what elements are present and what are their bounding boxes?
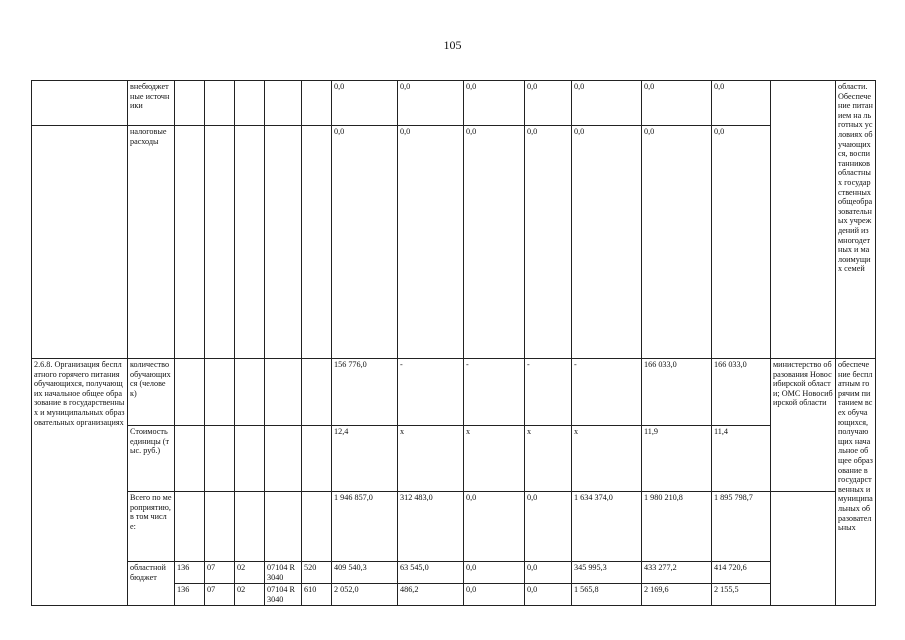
- value-cell: 0,0: [464, 492, 525, 562]
- value-cell: x: [398, 426, 464, 492]
- pr-cell: 02: [235, 584, 265, 606]
- result-cell: обеспечение бесплатным горячим питанием всех обучающихся, получающих начальное общее образование в государственных и муниципальных образовательных: [836, 359, 876, 606]
- value-cell: 0,0: [464, 562, 525, 584]
- value-cell: 1 980 210,8: [642, 492, 712, 562]
- value-cell: 0,0: [712, 126, 771, 359]
- source-cell: количество обучающихся (человек): [128, 359, 175, 426]
- value-cell: 11,9: [642, 426, 712, 492]
- value-cell: 0,0: [525, 562, 572, 584]
- source-cell: Стоимость единицы (тыс. руб.): [128, 426, 175, 492]
- value-cell: 0,0: [464, 126, 525, 359]
- value-cell: 166 033,0: [642, 359, 712, 426]
- value-cell: 1 946 857,0: [332, 492, 398, 562]
- value-cell: 0,0: [525, 126, 572, 359]
- value-cell: 0,0: [642, 126, 712, 359]
- value-cell: 1 634 374,0: [572, 492, 642, 562]
- value-cell: 0,0: [398, 126, 464, 359]
- value-cell: 486,2: [398, 584, 464, 606]
- table-row: [32, 359, 876, 426]
- source-cell: внебюджетные источники: [128, 81, 175, 126]
- rz-cell: 07: [205, 562, 235, 584]
- value-cell: 2 169,6: [642, 584, 712, 606]
- value-cell: -: [464, 359, 525, 426]
- value-cell: 0,0: [572, 81, 642, 126]
- value-cell: 0,0: [332, 81, 398, 126]
- value-cell: 345 995,3: [572, 562, 642, 584]
- value-cell: x: [525, 426, 572, 492]
- value-cell: 12,4: [332, 426, 398, 492]
- value-cell: 409 540,3: [332, 562, 398, 584]
- value-cell: x: [572, 426, 642, 492]
- table-row: [32, 562, 876, 584]
- value-cell: 312 483,0: [398, 492, 464, 562]
- value-cell: 0,0: [572, 126, 642, 359]
- csr-cell: 07104 R3040: [265, 584, 302, 606]
- source-cell: областной бюджет: [128, 562, 175, 606]
- budget-table: [31, 80, 876, 606]
- table-row: [32, 492, 876, 562]
- value-cell: 166 033,0: [712, 359, 771, 426]
- measure-cell-top: [32, 81, 128, 126]
- value-cell: 1 895 798,7: [712, 492, 771, 562]
- value-cell: x: [464, 426, 525, 492]
- value-cell: 1 565,8: [572, 584, 642, 606]
- source-cell: налоговые расходы: [128, 126, 175, 359]
- vr-cell: 520: [302, 562, 332, 584]
- value-cell: 0,0: [712, 81, 771, 126]
- value-cell: 414 720,6: [712, 562, 771, 584]
- value-cell: 0,0: [398, 81, 464, 126]
- value-cell: 63 545,0: [398, 562, 464, 584]
- value-cell: 0,0: [332, 126, 398, 359]
- grbs-cell: 136: [175, 562, 205, 584]
- table-row: [32, 126, 876, 359]
- grbs-cell: 136: [175, 584, 205, 606]
- executor-cell: министерство образования Новосибирской области; ОМС Новосибирской области: [771, 359, 836, 492]
- value-cell: 11,4: [712, 426, 771, 492]
- value-cell: 0,0: [464, 81, 525, 126]
- value-cell: -: [398, 359, 464, 426]
- value-cell: 0,0: [464, 584, 525, 606]
- value-cell: 2 052,0: [332, 584, 398, 606]
- executor-cell-bottom: [771, 492, 836, 606]
- value-cell: -: [572, 359, 642, 426]
- value-cell: -: [525, 359, 572, 426]
- pr-cell: 02: [235, 562, 265, 584]
- source-cell: Всего по мероприятию, в том числе:: [128, 492, 175, 562]
- value-cell: 433 277,2: [642, 562, 712, 584]
- result-cell-top: области.Обеспечение питанием на льготных условиях обучающихся, воспитанников областных государственных общеобразовательных учреждений из многодетных и малоимущих семей: [836, 81, 876, 359]
- value-cell: 0,0: [642, 81, 712, 126]
- vr-cell: 610: [302, 584, 332, 606]
- table-row: [32, 81, 876, 126]
- value-cell: 156 776,0: [332, 359, 398, 426]
- value-cell: 2 155,5: [712, 584, 771, 606]
- csr-cell: 07104 R3040: [265, 562, 302, 584]
- value-cell: 0,0: [525, 492, 572, 562]
- table-row: [32, 426, 876, 492]
- executor-cell-top: [771, 81, 836, 359]
- measure-name-cell: 2.6.8. Организация бесплатного горячего питания обучающихся, получающих начальное общее образование в государственных и муниципальных образовательных организациях: [32, 359, 128, 606]
- rz-cell: 07: [205, 584, 235, 606]
- value-cell: 0,0: [525, 81, 572, 126]
- value-cell: 0,0: [525, 584, 572, 606]
- page-number: 105: [443, 38, 462, 52]
